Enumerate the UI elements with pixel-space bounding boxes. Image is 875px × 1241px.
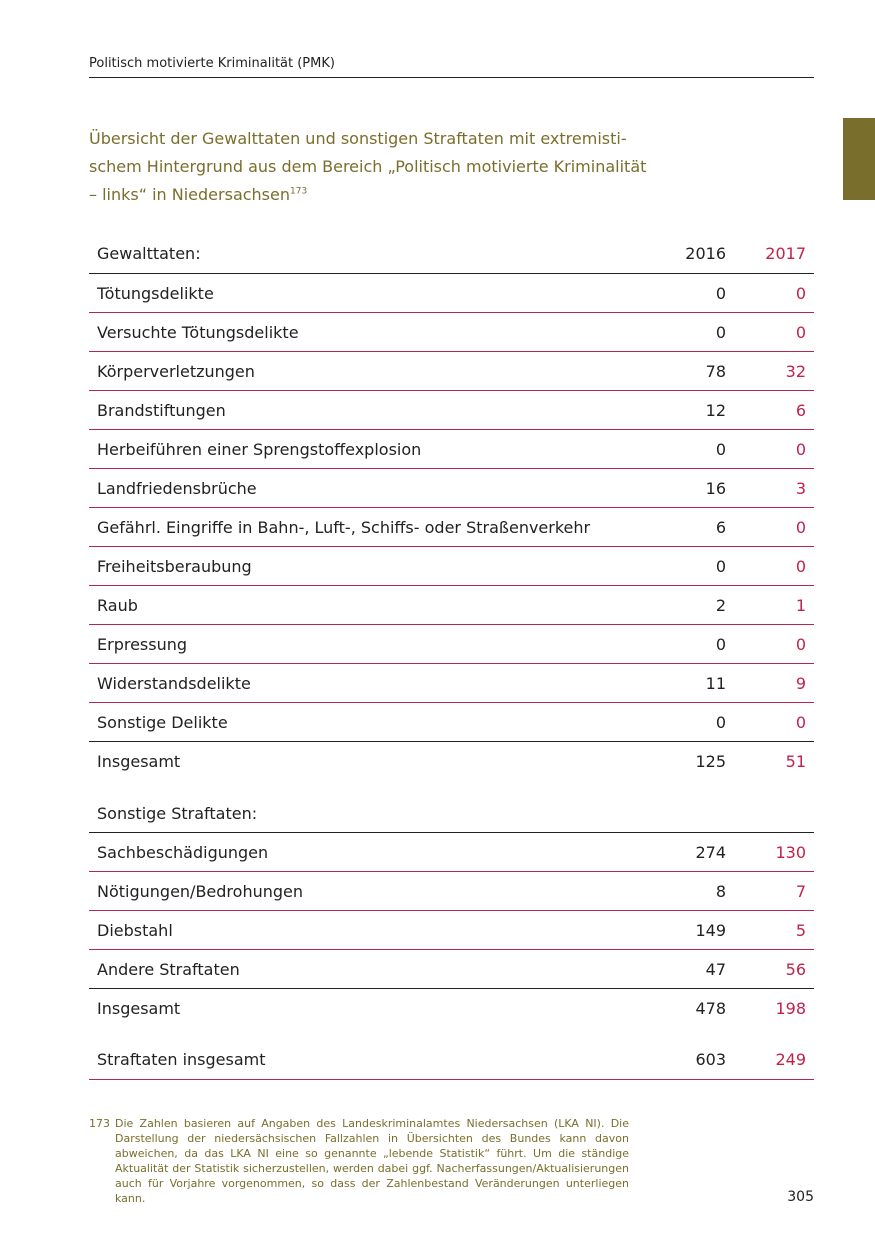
value-2017: 32 — [728, 352, 814, 391]
header-2017: 2017 — [728, 234, 814, 274]
value-2016: 0 — [608, 703, 728, 742]
row-label: Insgesamt — [97, 998, 181, 1018]
table-row — [89, 703, 814, 742]
page-header — [89, 56, 814, 78]
row-label: Sonstige Delikte — [89, 703, 608, 742]
table-row — [89, 352, 814, 391]
table-row — [89, 391, 814, 430]
table-row — [89, 625, 814, 664]
header-2016: 2016 — [608, 234, 728, 274]
value-2017: 1 — [728, 586, 814, 625]
value-2017: 0 — [728, 430, 814, 469]
chapter-tab-marker — [843, 118, 875, 200]
row-label: Versuchte Tötungsdelikte — [89, 313, 608, 352]
crime-statistics-table — [89, 234, 814, 1080]
table-row — [89, 911, 814, 950]
table-row — [89, 547, 814, 586]
header-title: Politisch motivierte Kriminalität (PMK) — [89, 56, 335, 71]
table-caption — [89, 125, 649, 209]
row-label: Andere Straftaten — [89, 950, 608, 989]
other-total-row — [89, 989, 814, 1028]
section-header-row — [89, 780, 814, 833]
value-2017: 5 — [728, 911, 814, 950]
value-2017: 0 — [728, 547, 814, 586]
table-header-row — [89, 234, 814, 274]
value-2016: 603 — [608, 1027, 728, 1080]
row-label: Herbeiführen einer Sprengstoffexplosion — [89, 430, 608, 469]
table-row — [89, 430, 814, 469]
value-2016: 12 — [608, 391, 728, 430]
value-2016: 78 — [608, 352, 728, 391]
row-label: Erpressung — [89, 625, 608, 664]
value-2016: 2 — [608, 586, 728, 625]
value-2017: 0 — [728, 508, 814, 547]
value-2017: 198 — [775, 998, 806, 1018]
value-2016: 478 — [695, 998, 726, 1018]
value-2017: 0 — [728, 703, 814, 742]
footnote-text: Die Zahlen basieren auf Angaben des Landeskriminalamtes Niedersachsen (LKA NI). Die Darstellung der niedersächsischen Fallzahlen in Übersichten des Bundes kann davon abweichen, da das LKA NI eine so genannte „lebende Statistik“ führt. Um die ständige Aktualität der Statistik sicherzustellen, werden dabei ggf. Nacherfassungen/Aktualisierungen auch für Vorjahre vorgenommen, so dass der Zahlenbestand Veränderungen unterliegen kann. — [115, 1117, 629, 1205]
value-2016: 0 — [608, 313, 728, 352]
value-2017: 3 — [728, 469, 814, 508]
table-row — [89, 313, 814, 352]
caption-text: Übersicht der Gewalttaten und sonstigen Straftaten mit extremistischem Hintergrund aus dem Bereich „Politisch motivierte Kriminalität – links“ in Niedersachsen — [89, 129, 647, 204]
table-row — [89, 508, 814, 547]
row-label: Straftaten insgesamt — [89, 1027, 608, 1080]
value-2017: 56 — [728, 950, 814, 989]
value-2017: 130 — [728, 833, 814, 872]
value-2016: 16 — [608, 469, 728, 508]
table-row — [89, 872, 814, 911]
table-row — [89, 469, 814, 508]
value-2016: 0 — [608, 430, 728, 469]
row-label: Freiheitsberaubung — [89, 547, 608, 586]
violent-total-row — [89, 742, 814, 781]
value-2016: 0 — [608, 547, 728, 586]
grand-total-row — [89, 1027, 814, 1080]
value-2016: 274 — [608, 833, 728, 872]
value-2016: 0 — [608, 625, 728, 664]
value-2016: 125 — [695, 751, 726, 771]
value-2017: 249 — [728, 1027, 814, 1080]
row-label: Tötungsdelikte — [89, 274, 608, 313]
row-label: Sachbeschädigungen — [89, 833, 608, 872]
value-2017: 7 — [728, 872, 814, 911]
row-label: Landfriedensbrüche — [89, 469, 608, 508]
page-number: 305 — [787, 1189, 814, 1205]
value-2017 — [728, 780, 814, 833]
value-2017: 6 — [728, 391, 814, 430]
table-row — [89, 586, 814, 625]
value-2017: 0 — [728, 274, 814, 313]
value-2016: 149 — [608, 911, 728, 950]
row-label: Raub — [89, 586, 608, 625]
table-row — [89, 274, 814, 313]
value-2016: 0 — [608, 274, 728, 313]
value-2017: 9 — [728, 664, 814, 703]
row-label: Körperverletzungen — [89, 352, 608, 391]
footnote — [89, 1116, 629, 1206]
table-row — [89, 950, 814, 989]
row-label: Diebstahl — [89, 911, 608, 950]
table-row — [89, 833, 814, 872]
table-row — [89, 664, 814, 703]
footnote-ref: 173 — [290, 186, 308, 197]
value-2017: 51 — [785, 751, 806, 771]
row-label: Sonstige Straftaten: — [89, 780, 608, 833]
header-label: Gewalttaten: — [89, 234, 608, 274]
value-2016: 8 — [608, 872, 728, 911]
value-2017: 0 — [728, 313, 814, 352]
value-2016: 11 — [608, 664, 728, 703]
row-label: Insgesamt — [97, 751, 181, 771]
value-2016: 6 — [608, 508, 728, 547]
value-2017: 0 — [728, 625, 814, 664]
value-2016 — [608, 780, 728, 833]
footnote-number: 173 — [89, 1117, 110, 1130]
value-2016: 47 — [608, 950, 728, 989]
row-label: Brandstiftungen — [89, 391, 608, 430]
row-label: Nötigungen/Bedrohungen — [89, 872, 608, 911]
row-label: Widerstandsdelikte — [89, 664, 608, 703]
row-label: Gefährl. Eingriffe in Bahn-, Luft-, Schiffs- oder Straßenverkehr — [89, 508, 608, 547]
